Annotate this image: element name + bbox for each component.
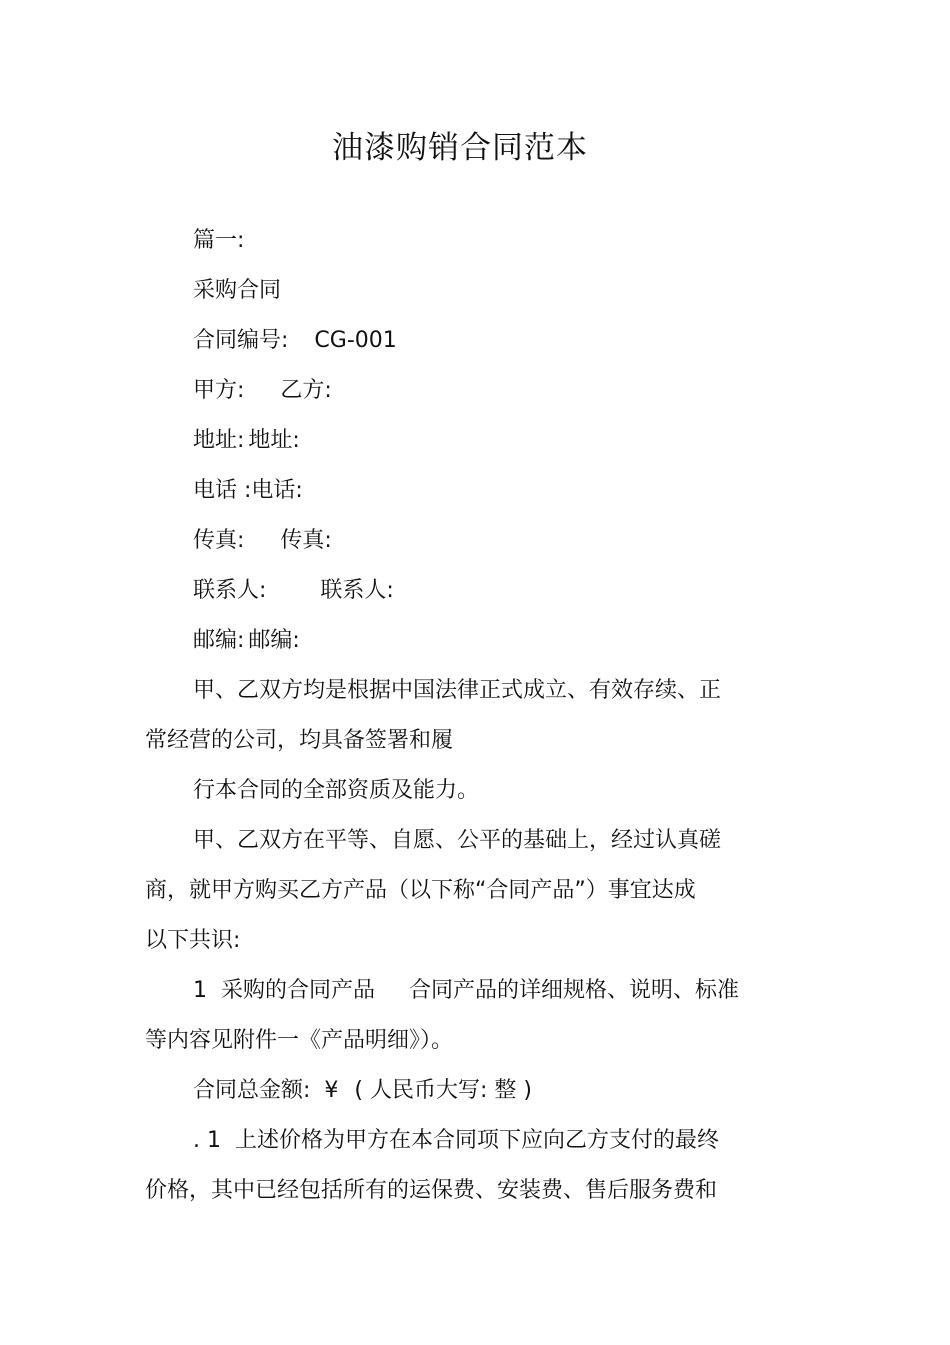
party-b-label: 乙方: bbox=[280, 378, 332, 403]
item-2-line-1 bbox=[193, 1126, 719, 1156]
phone-a-label: 电话 : bbox=[193, 478, 252, 503]
item-2-line-2: 价格，其中已经包括所有的运保费、安装费、售后服务费和 bbox=[145, 1178, 718, 1203]
document-title: 油漆购销合同范本 bbox=[332, 130, 588, 166]
amount-label: 合同总金额: bbox=[193, 1078, 311, 1103]
phone-b-label: 电话: bbox=[251, 478, 303, 503]
contact-b-label: 联系人: bbox=[320, 578, 394, 603]
address-line bbox=[193, 426, 300, 456]
contract-number-value: CG-001 bbox=[314, 328, 397, 353]
address-a-label: 地址: bbox=[193, 428, 245, 453]
section-heading: 篇一: bbox=[193, 228, 245, 253]
paragraph-1-line-3: 行本合同的全部资质及能力。 bbox=[193, 778, 480, 803]
fax-b-label: 传真: bbox=[280, 528, 332, 553]
yuan-symbol: ¥ bbox=[324, 1078, 339, 1103]
phone-line bbox=[193, 476, 303, 506]
item-1-number: 1 bbox=[193, 978, 207, 1003]
party-a-label: 甲方: bbox=[193, 378, 245, 403]
amount-text: ( 人民币大写: 整 ) bbox=[354, 1078, 532, 1103]
party-line bbox=[193, 376, 332, 406]
contract-number-label: 合同编号: bbox=[193, 328, 289, 353]
item-1-line-1 bbox=[193, 976, 739, 1006]
item-2-text: 上述价格为甲方在本合同项下应向乙方支付的最终 bbox=[234, 1128, 719, 1153]
paragraph-2-line-2: 商，就甲方购买乙方产品（以下称“合同产品”）事宜达成 bbox=[145, 878, 696, 903]
contract-name: 采购合同 bbox=[193, 278, 282, 303]
contact-a-label: 联系人: bbox=[193, 578, 267, 603]
contact-line bbox=[193, 576, 394, 606]
paragraph-1-line-1: 甲、乙双方均是根据中国法律正式成立、有效存续、正 bbox=[193, 678, 722, 703]
paragraph-2-line-1: 甲、乙双方在平等、自愿、公平的基础上，经过认真磋 bbox=[193, 828, 722, 853]
fax-line bbox=[193, 526, 332, 556]
zip-a-label: 邮编: bbox=[193, 628, 245, 653]
contract-number-line bbox=[193, 326, 397, 356]
paragraph-2-line-3: 以下共识: bbox=[145, 928, 241, 953]
item-1-text: 合同产品的详细规格、说明、标准 bbox=[409, 978, 740, 1003]
fax-a-label: 传真: bbox=[193, 528, 245, 553]
paragraph-1-line-2: 常经营的公司，均具备签署和履 bbox=[145, 728, 454, 753]
address-b-label: 地址: bbox=[248, 428, 300, 453]
amount-line bbox=[193, 1076, 532, 1106]
item-2-number: . 1 bbox=[193, 1128, 221, 1153]
item-1-title: 采购的合同产品 bbox=[221, 978, 376, 1003]
item-1-line-2: 等内容见附件一《产品明细》）。 bbox=[145, 1028, 454, 1053]
zip-b-label: 邮编: bbox=[248, 628, 300, 653]
zip-line bbox=[193, 626, 300, 656]
